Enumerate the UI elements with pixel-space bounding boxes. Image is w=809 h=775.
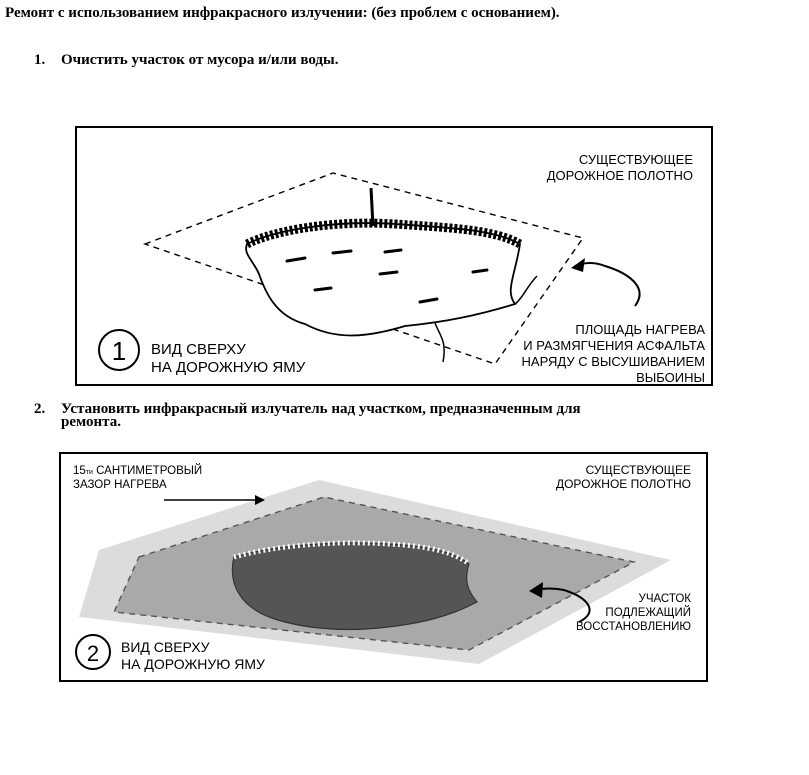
step-1-text: Очистить участок от мусора и/или воды. [61, 52, 339, 68]
svg-text:СУЩЕСТВУЮЩЕЕ: СУЩЕСТВУЮЩЕЕ [578, 152, 693, 167]
svg-text:ВИД СВЕРХУ: ВИД СВЕРХУ [121, 639, 210, 655]
step-2-text-line1: Установить инфракрасный излучатель над участком, предназначенным для [61, 401, 581, 417]
svg-text:НАРЯДУ С ВЫСУШИВАНИЕМ: НАРЯДУ С ВЫСУШИВАНИЕМ [521, 354, 705, 369]
svg-text:НА ДОРОЖНУЮ ЯМУ: НА ДОРОЖНУЮ ЯМУ [151, 359, 306, 376]
figure-2-illustration [59, 452, 708, 682]
step-2-text-line2: ремонта. [61, 414, 121, 430]
svg-text:ЗАЗОР НАГРЕВА: ЗАЗОР НАГРЕВА [73, 479, 167, 491]
figure-1-illustration [75, 126, 713, 386]
svg-text:НА ДОРОЖНУЮ ЯМУ: НА ДОРОЖНУЮ ЯМУ [121, 656, 265, 672]
pothole-dark [232, 543, 477, 630]
step-2-number: 2. [34, 401, 46, 417]
svg-text:ВИД СВЕРХУ: ВИД СВЕРХУ [151, 341, 246, 358]
document-title: Ремонт с использованием инфракрасного излучении: (без проблем с основанием). [5, 5, 560, 21]
svg-text:ДОРОЖНОЕ ПОЛОТНО: ДОРОЖНОЕ ПОЛОТНО [546, 168, 693, 183]
svg-text:ВОССТАНОВЛЕНИЮ: ВОССТАНОВЛЕНИЮ [576, 621, 691, 633]
step-1-number: 1. [34, 52, 46, 68]
svg-text:ВЫБОИНЫ: ВЫБОИНЫ [636, 370, 705, 385]
step-1 [34, 52, 338, 69]
svg-text:И РАЗМЯГЧЕНИЯ АСФАЛЬТА: И РАЗМЯГЧЕНИЯ АСФАЛЬТА [523, 338, 705, 353]
svg-text:15ти САНТИМЕТРОВЫЙ: 15ти САНТИМЕТРОВЫЙ [73, 465, 203, 477]
svg-text:СУЩЕСТВУЮЩЕЕ: СУЩЕСТВУЮЩЕЕ [585, 463, 691, 477]
figure-2-emitter-top-view [59, 452, 708, 682]
badge-number-2: 2 [86, 641, 100, 666]
svg-text:ПОДЛЕЖАЩИЙ: ПОДЛЕЖАЩИЙ [605, 607, 691, 619]
svg-text:ПЛОЩАДЬ НАГРЕВА: ПЛОЩАДЬ НАГРЕВА [575, 322, 705, 337]
crack-top [371, 188, 373, 226]
svg-text:ДОРОЖНОЕ ПОЛОТНО: ДОРОЖНОЕ ПОЛОТНО [555, 477, 691, 491]
step-2 [34, 403, 764, 429]
badge-number-1: 1 [111, 336, 127, 366]
svg-text:УЧАСТОК: УЧАСТОК [638, 593, 691, 605]
figure-1-pothole-top-view [75, 126, 713, 386]
